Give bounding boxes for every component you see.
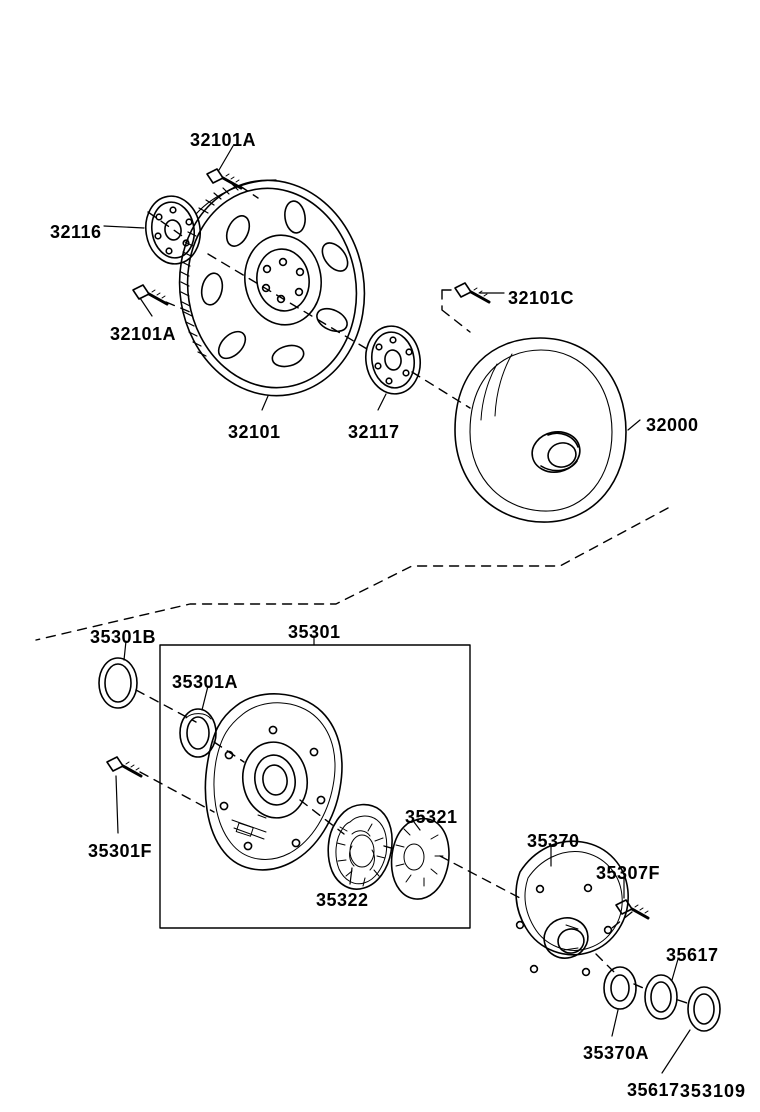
part-label-35307F: 35307F [596,863,661,883]
part-35370A-washer [604,967,636,1009]
part-label-35617-upper: 35617 [666,945,719,965]
part-label-35301: 35301 [288,622,341,642]
part-32116-plate [141,192,205,268]
part-35301B-oring [99,658,137,708]
part-label-32116: 32116 [50,222,102,242]
part-label-35301A: 35301A [172,672,239,692]
bolt-35301F [107,757,141,776]
part-label-35301B: 35301B [90,627,157,647]
part-35321-drive-rotor [392,819,449,899]
part-label-32101A-top: 32101A [190,130,257,150]
bolt-32101A-left [133,285,167,304]
part-label-35617-lower: 35617 [627,1080,680,1100]
part-label-32117: 32117 [348,422,400,442]
bolt-32101A-top [207,169,241,188]
diagram-id: 353109 [679,1081,746,1101]
bolt-35307F [616,900,648,918]
part-label-35370: 35370 [527,831,580,851]
part-label-32101C: 32101C [508,288,575,308]
part-32101-flexplate [164,167,380,409]
part-label-35370A: 35370A [583,1043,650,1063]
part-label-32101A-left: 32101A [110,324,177,344]
leader-lines [104,146,690,1073]
part-label-35301F: 35301F [88,841,153,861]
part-32117-plate [361,322,425,398]
part-35617-race-upper [645,975,677,1019]
part-label-35322: 35322 [316,890,369,910]
part-35370-stator-support [516,841,628,975]
part-35322-driven-rotor [328,805,392,890]
part-35617-race-lower [688,987,720,1031]
part-label-32000: 32000 [646,415,699,435]
part-label-32101: 32101 [228,422,281,442]
part-32000-torque-converter [455,338,626,522]
part-label-35321: 35321 [405,807,458,827]
